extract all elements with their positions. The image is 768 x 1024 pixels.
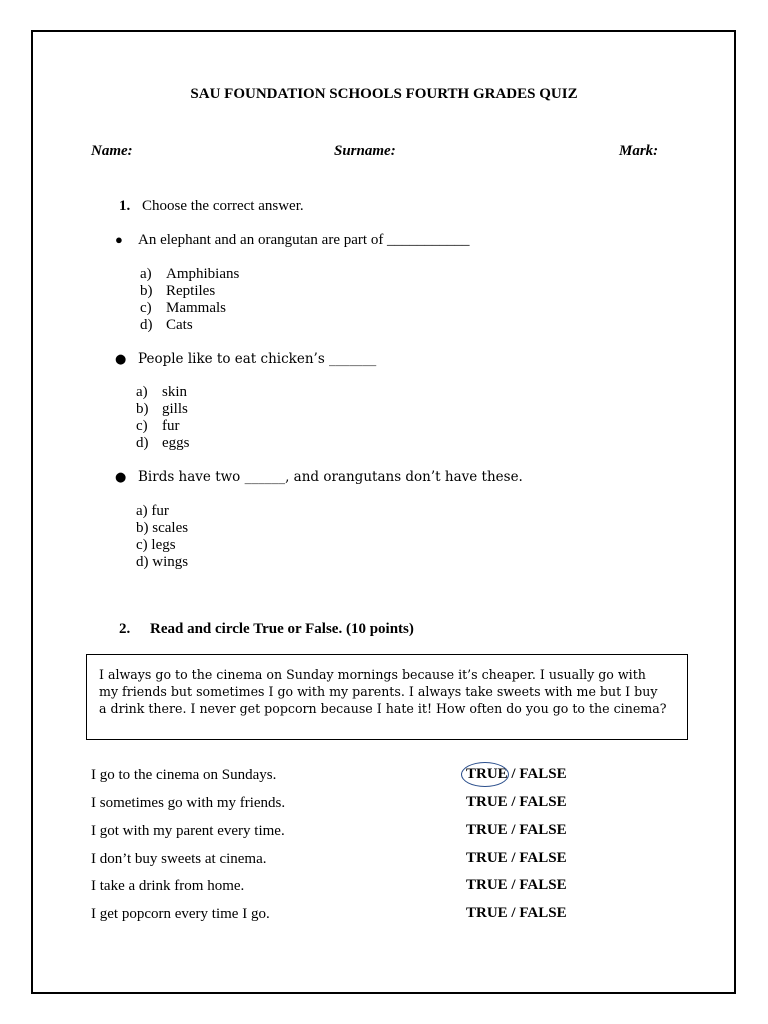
name-field-label: Name: [91,143,133,159]
statement-2: I sometimes go with my friends. [91,795,286,811]
bullet-icon: ● [115,232,123,247]
option-item: d) wings [136,554,189,570]
bullet-icon: ● [115,470,127,485]
question-1-options [140,266,239,334]
true-false-1[interactable]: TRUE / FALSE [466,766,567,782]
question-2-text: People like to eat chicken’s _______ [138,351,377,367]
option-item: b) Reptiles [140,283,216,299]
passage-line: a drink there. I never get popcorn because I hate it! How often do you go to the cinema? [99,701,667,716]
question-1-text: An elephant and an orangutan are part of ___________ [138,232,470,248]
true-false-6[interactable]: TRUE / FALSE [466,905,567,921]
question-3 [115,469,523,485]
option-item: c) legs [136,537,176,553]
statement-4: I don’t buy sweets at cinema. [91,851,267,867]
true-false-3[interactable]: TRUE / FALSE [466,822,567,838]
question-3-options [136,503,188,571]
answer-circle-mark [461,762,509,787]
section1-instruction: Choose the correct answer. [142,198,304,214]
section2-instruction: Read and circle True or False. (10 points) [150,621,414,637]
statement-5: I take a drink from home. [91,878,245,894]
question-1 [115,232,470,249]
section2-number: 2. [119,621,131,637]
option-item: a) skin [136,384,188,400]
quiz-title: SAU FOUNDATION SCHOOLS FOURTH GRADES QUIZ [190,86,578,102]
section2-heading [119,621,414,638]
option-item: d) Cats [140,317,193,333]
statement-6: I get popcorn every time I go. [91,906,270,922]
reading-passage [86,654,688,740]
option-item: b) gills [136,401,188,417]
passage-line: I always go to the cinema on Sunday mornings because it’s cheaper. I usually go with [99,667,646,682]
section1-number: 1. [119,198,131,214]
true-false-5[interactable]: TRUE / FALSE [466,877,567,893]
statement-1: I go to the cinema on Sundays. [91,767,277,783]
option-item: a) fur [136,503,169,519]
statement-3: I got with my parent every time. [91,823,285,839]
option-item: c) fur [136,418,180,434]
true-false-4[interactable]: TRUE / FALSE [466,850,567,866]
surname-field-label: Surname: [334,143,396,159]
true-false-2[interactable]: TRUE / FALSE [466,794,567,810]
passage-line: my friends but sometimes I go with my parents. I always take sweets with me but I buy [99,684,658,699]
mark-field-label: Mark: [619,143,659,159]
option-item: b) scales [136,520,189,536]
section1-heading [119,198,304,215]
question-2-options [136,384,190,452]
option-item: c) Mammals [140,300,226,316]
option-item: d) eggs [136,435,190,451]
question-2 [115,351,376,367]
question-3-text: Birds have two ______, and orangutans don’t have these. [138,469,523,485]
bullet-icon: ● [115,352,127,367]
option-item: a) Amphibians [140,266,240,282]
